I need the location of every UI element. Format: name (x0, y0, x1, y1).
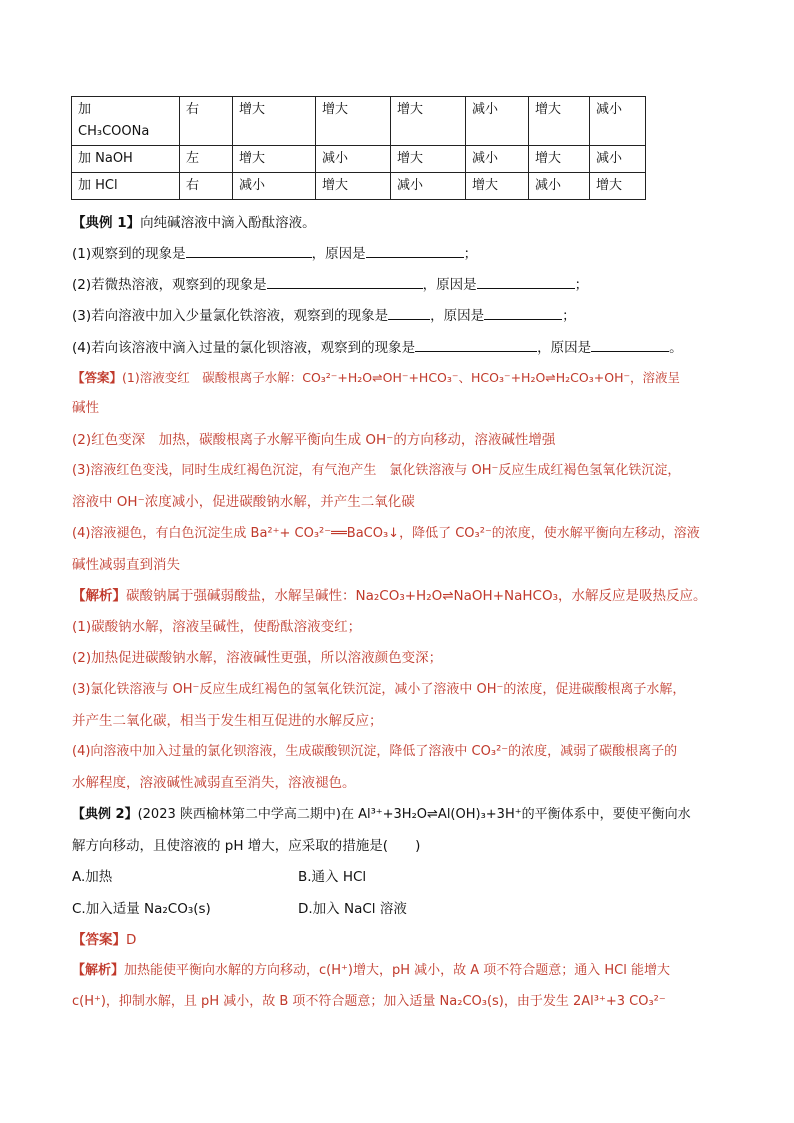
table-cell: 减小 (316, 146, 391, 173)
example1-analysis-2: (2)加热促进碳酸钠水解，溶液碱性更强，所以溶液颜色变深； (72, 650, 443, 666)
example2-question: 【典例 2】(2023 陕西榆林第二中学高二期中)在 Al³⁺+3H₂O⇌Al(OH)₃+3H⁺的平衡体系中，要使平衡向水 (72, 807, 691, 822)
example1-question: 【典例 1】向纯碱溶液中滴入酚酞溶液。 (72, 215, 316, 231)
example2-answer: 【答案】D (72, 932, 137, 948)
option-a[interactable]: A.加热 (72, 869, 113, 885)
example2-analysis-2: c(H⁺)，抑制水解，且 pH 减小，故 B 项不符合题意；加入适量 Na₂CO₃(s)，由于发生 2Al³⁺+3 CO₃²⁻ (72, 994, 666, 1009)
example2-analysis: 【解析】加热能使平衡向水解的方向移动，c(H⁺)增大，pH 减小，故 A 项不符合题意；通入 HCl 能增大 (72, 963, 670, 978)
hydrolysis-effect-table (71, 96, 646, 200)
example1-q3: (3)若向溶液中加入少量氯化铁溶液，观察到的现象是 ，原因是 ； (72, 305, 576, 326)
answer-blank[interactable] (366, 243, 464, 258)
table-row (72, 173, 646, 200)
table-cell: 增大 (590, 173, 646, 200)
table-cell: 减小 (466, 146, 529, 173)
table-cell: 增大 (529, 146, 590, 173)
example1-answer-4b: 碱性减弱直到消失 (72, 557, 180, 573)
example1-analysis-1: (1)碳酸钠水解，溶液呈碱性，使酚酞溶液变红； (72, 619, 362, 635)
answer-blank[interactable] (186, 243, 312, 258)
table-cell: 增大 (233, 97, 316, 146)
example1-analysis-4b: 水解程度，溶液碱性减弱直至消失，溶液褪色。 (72, 775, 356, 791)
example1-analysis-4: (4)向溶液中加入过量的氯化钡溶液，生成碳酸钡沉淀，降低了溶液中 CO₃²⁻的浓度，减弱了碳酸根离子的 (72, 744, 678, 759)
answer-blank[interactable] (591, 337, 669, 352)
table-cell: 增大 (233, 146, 316, 173)
table-cell: 减小 (233, 173, 316, 200)
table-row (72, 146, 646, 173)
table-cell: 增大 (391, 146, 466, 173)
example1-analysis: 【解析】碳酸钠属于强碱弱酸盐，水解呈碱性：Na₂CO₃+H₂O⇌NaOH+NaHCO₃，水解反应是吸热反应。 (72, 588, 707, 604)
table-cell: 增大 (466, 173, 529, 200)
example1-analysis-3: (3)氯化铁溶液与 OH⁻反应生成红褐色的氢氧化铁沉淀，减小了溶液中 OH⁻的浓度，促进碳酸根离子水解， (72, 682, 686, 697)
example1-q1: (1)观察到的现象是 ，原因是 ； (72, 243, 477, 264)
example1-answer-3: (3)溶液红色变浅，同时生成红褐色沉淀，有气泡产生 氯化铁溶液与 OH⁻反应生成红褐色氢氧化铁沉淀， (72, 463, 681, 478)
table-cell: 右 (180, 97, 233, 146)
answer-blank[interactable] (415, 337, 537, 352)
answer-blank[interactable] (388, 305, 430, 320)
table-cell: 加 HCl (72, 173, 180, 200)
example1-answer-2: (2)红色变深 加热，碳酸根离子水解平衡向生成 OH⁻的方向移动，溶液碱性增强 (72, 432, 556, 448)
table-cell: 减小 (391, 173, 466, 200)
example1-answer-1: 【答案】(1)溶液变红 碳酸根离子水解：CO₃²⁻+H₂O⇌OH⁻+HCO₃⁻、HCO₃⁻+H₂O⇌H₂CO₃+OH⁻，溶液呈 (72, 370, 681, 385)
example1-analysis-3b: 并产生二氧化碳，相当于发生相互促进的水解反应； (72, 713, 383, 729)
example1-answer-4: (4)溶液褪色，有白色沉淀生成 Ba²⁺+ CO₃²⁻══BaCO₃↓，降低了 CO₃²⁻的浓度，使水解平衡向左移动，溶液 (72, 526, 700, 541)
example1-q2: (2)若微热溶液，观察到的现象是 ，原因是 ； (72, 274, 588, 295)
example1-answer-3b: 溶液中 OH⁻浓度减小，促进碳酸钠水解，并产生二氧化碳 (72, 494, 415, 510)
table-cell: 减小 (529, 173, 590, 200)
table-cell: 加 NaOH (72, 146, 180, 173)
table-cell: 减小 (466, 97, 529, 146)
option-d[interactable]: D.加入 NaCl 溶液 (298, 901, 407, 917)
table-cell: 左 (180, 146, 233, 173)
example1-q4: (4)若向该溶液中滴入过量的氯化钡溶液，观察到的现象是 ，原因是 。 (72, 337, 683, 358)
table-cell: 增大 (316, 173, 391, 200)
example1-answer-1b: 碱性 (72, 400, 99, 416)
table-cell: 加 CH₃COONa (72, 97, 180, 146)
table-cell: 增大 (391, 97, 466, 146)
answer-blank[interactable] (484, 305, 562, 320)
table-cell: 减小 (590, 146, 646, 173)
example2-question-2: 解方向移动，且使溶液的 pH 增大，应采取的措施是( ) (72, 838, 421, 854)
table-row (72, 97, 646, 146)
table-cell: 增大 (316, 97, 391, 146)
answer-blank[interactable] (477, 274, 575, 289)
table-cell: 右 (180, 173, 233, 200)
option-b[interactable]: B.通入 HCl (298, 869, 367, 885)
option-c[interactable]: C.加入适量 Na₂CO₃(s) (72, 901, 211, 917)
table-cell: 增大 (529, 97, 590, 146)
table-cell: 减小 (590, 97, 646, 146)
answer-blank[interactable] (267, 274, 423, 289)
